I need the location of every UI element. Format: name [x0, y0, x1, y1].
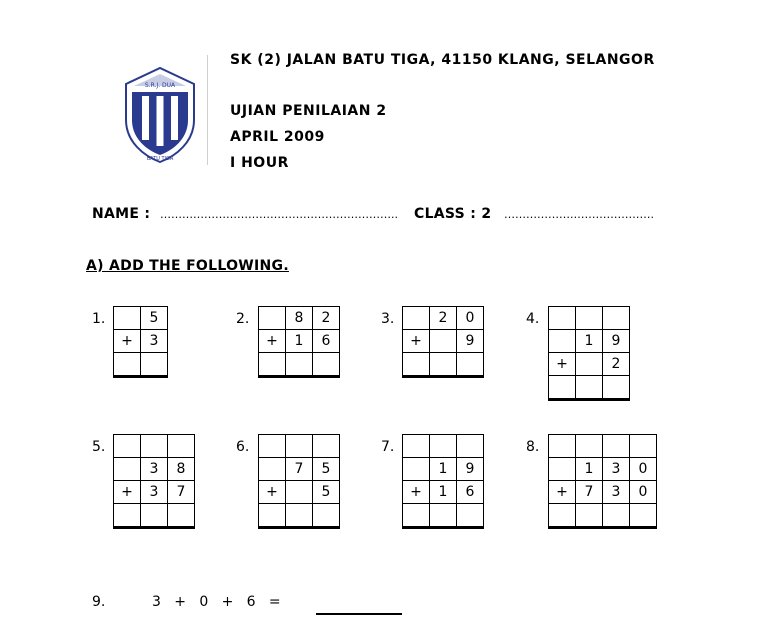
- addition-grid-q3: [402, 306, 484, 378]
- exam-duration: I HOUR: [230, 155, 289, 171]
- school-name: SK (2) JALAN BATU TIGA, 41150 KLANG, SELANGOR: [230, 52, 655, 68]
- answer-cell[interactable]: [430, 353, 457, 377]
- grid-cell: [114, 458, 141, 481]
- grid-cell[interactable]: [403, 435, 430, 458]
- question-number: 1.: [92, 311, 106, 327]
- question-number: 5.: [92, 439, 106, 455]
- name-label: NAME :: [92, 206, 151, 222]
- grid-cell: 7: [576, 481, 603, 504]
- grid-cell: 2: [603, 353, 630, 376]
- grid-cell: 7: [168, 481, 195, 504]
- grid-cell: +: [259, 330, 286, 353]
- grid-cell: 9: [457, 458, 484, 481]
- answer-cell[interactable]: [457, 504, 484, 528]
- grid-cell: +: [549, 353, 576, 376]
- grid-cell: [549, 330, 576, 353]
- grid-cell: 3: [141, 481, 168, 504]
- grid-cell: 1: [576, 330, 603, 353]
- answer-cell[interactable]: [430, 504, 457, 528]
- grid-cell: 1: [430, 458, 457, 481]
- grid-cell[interactable]: [549, 435, 576, 458]
- name-field[interactable]: ………………………………………………………..: [160, 208, 398, 221]
- answer-cell[interactable]: [576, 376, 603, 400]
- grid-cell: +: [114, 481, 141, 504]
- grid-cell: 6: [313, 330, 340, 353]
- addition-grid-q8: [548, 434, 657, 529]
- exam-title: UJIAN PENILAIAN 2: [230, 103, 387, 119]
- answer-cell[interactable]: [549, 376, 576, 400]
- addition-grid-q2: [258, 306, 340, 378]
- grid-cell: +: [403, 481, 430, 504]
- class-label: CLASS : 2: [414, 206, 492, 222]
- answer-cell[interactable]: [259, 353, 286, 377]
- answer-cell[interactable]: [141, 353, 168, 377]
- addition-grid-q6: [258, 434, 340, 529]
- grid-cell[interactable]: [576, 307, 603, 330]
- grid-cell[interactable]: [630, 435, 657, 458]
- grid-cell: 5: [141, 307, 168, 330]
- grid-cell: [114, 307, 141, 330]
- grid-cell: 3: [141, 458, 168, 481]
- grid-cell[interactable]: [603, 435, 630, 458]
- answer-cell[interactable]: [403, 353, 430, 377]
- grid-cell[interactable]: [141, 435, 168, 458]
- answer-cell[interactable]: [313, 353, 340, 377]
- answer-cell[interactable]: [549, 504, 576, 528]
- answer-cell[interactable]: [286, 353, 313, 377]
- grid-cell: 0: [457, 307, 484, 330]
- grid-cell: 1: [576, 458, 603, 481]
- answer-cell[interactable]: [630, 504, 657, 528]
- answer-cell[interactable]: [114, 353, 141, 377]
- grid-cell: [403, 307, 430, 330]
- logo-bottom-text: BATU TIGA: [146, 156, 174, 162]
- grid-cell[interactable]: [259, 435, 286, 458]
- logo-top-text: S.R.J. DUA: [144, 82, 176, 89]
- grid-cell: 0: [630, 458, 657, 481]
- question-number: 7.: [381, 439, 395, 455]
- question-number: 3.: [381, 311, 395, 327]
- answer-cell[interactable]: [603, 376, 630, 400]
- grid-cell: 9: [457, 330, 484, 353]
- class-field[interactable]: ……………….………………….: [504, 208, 654, 221]
- grid-cell: 6: [457, 481, 484, 504]
- grid-cell[interactable]: [603, 307, 630, 330]
- grid-cell: [259, 307, 286, 330]
- grid-cell: [549, 458, 576, 481]
- addition-grid-q5: [113, 434, 195, 529]
- grid-cell: 1: [286, 330, 313, 353]
- grid-cell: +: [114, 330, 141, 353]
- question-number: 6.: [236, 439, 250, 455]
- grid-cell: +: [549, 481, 576, 504]
- answer-cell[interactable]: [403, 504, 430, 528]
- answer-cell[interactable]: [141, 504, 168, 528]
- addition-grid-q7: [402, 434, 484, 529]
- grid-cell: 5: [313, 481, 340, 504]
- grid-cell: [286, 481, 313, 504]
- addition-grid-q1: [113, 306, 168, 378]
- grid-cell: 1: [430, 481, 457, 504]
- question-number: 9.: [92, 594, 106, 610]
- grid-cell[interactable]: [549, 307, 576, 330]
- grid-cell: +: [259, 481, 286, 504]
- grid-cell: 5: [313, 458, 340, 481]
- grid-cell: [430, 330, 457, 353]
- grid-cell[interactable]: [114, 435, 141, 458]
- grid-cell: 3: [603, 458, 630, 481]
- grid-cell: 0: [630, 481, 657, 504]
- question-number: 2.: [236, 311, 250, 327]
- school-logo: [120, 62, 200, 166]
- answer-cell[interactable]: [576, 504, 603, 528]
- grid-cell: 2: [430, 307, 457, 330]
- grid-cell[interactable]: [286, 435, 313, 458]
- grid-cell: 3: [141, 330, 168, 353]
- grid-cell: 7: [286, 458, 313, 481]
- header-divider: [207, 55, 208, 165]
- question9-expression: 3 + 0 + 6 =: [152, 594, 281, 610]
- answer-cell[interactable]: [114, 504, 141, 528]
- answer-cell[interactable]: [259, 504, 286, 528]
- answer-cell[interactable]: [457, 353, 484, 377]
- grid-cell: 2: [313, 307, 340, 330]
- section-title: A) ADD THE FOLLOWING.: [86, 258, 289, 274]
- answer-cell[interactable]: [168, 504, 195, 528]
- grid-cell[interactable]: [576, 435, 603, 458]
- grid-cell: [403, 458, 430, 481]
- question9-answer-line[interactable]: [316, 613, 402, 615]
- answer-cell[interactable]: [603, 504, 630, 528]
- question-number: 8.: [526, 439, 540, 455]
- grid-cell: [259, 458, 286, 481]
- grid-cell: +: [403, 330, 430, 353]
- grid-cell[interactable]: [168, 435, 195, 458]
- grid-cell: 3: [603, 481, 630, 504]
- answer-cell[interactable]: [313, 504, 340, 528]
- answer-cell[interactable]: [286, 504, 313, 528]
- grid-cell[interactable]: [430, 435, 457, 458]
- grid-cell[interactable]: [313, 435, 340, 458]
- grid-cell: 8: [168, 458, 195, 481]
- addition-grid-q4: [548, 306, 630, 401]
- grid-cell: 9: [603, 330, 630, 353]
- grid-cell: [576, 353, 603, 376]
- grid-cell: 8: [286, 307, 313, 330]
- question-number: 4.: [526, 311, 540, 327]
- grid-cell[interactable]: [457, 435, 484, 458]
- exam-date: APRIL 2009: [230, 129, 325, 145]
